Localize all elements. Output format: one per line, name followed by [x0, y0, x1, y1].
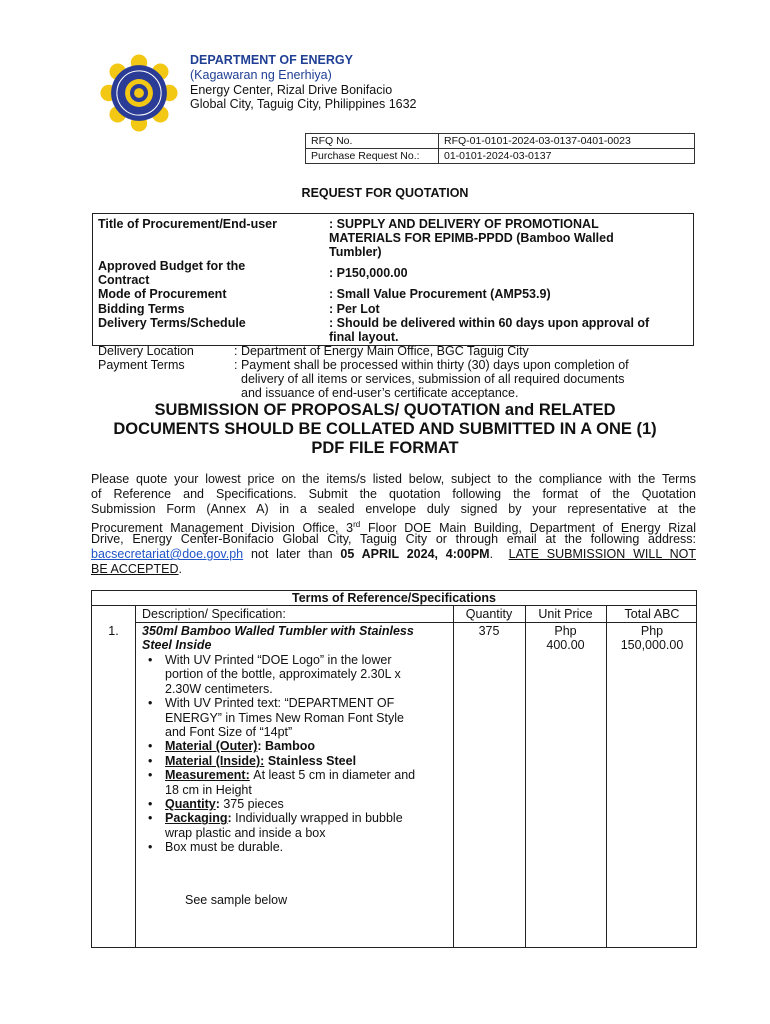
- spec-item: [142, 811, 452, 840]
- payment-terms-value-line-2: delivery of all items or services, submission of all required documents: [241, 372, 625, 386]
- instructions-line-6: [91, 547, 696, 562]
- unit-price-currency: Php: [554, 624, 577, 638]
- department-title: DEPARTMENT OF ENERGY: [190, 53, 353, 67]
- spec-separator: :: [215, 797, 224, 812]
- address-line-2: Global City, Taguig City, Philippines 1632: [190, 97, 417, 111]
- bidding-terms-label: Bidding Terms: [98, 302, 185, 316]
- spec-text: Box must be durable.: [165, 840, 284, 855]
- spec-value: 375 pieces: [223, 797, 284, 812]
- spec-key: Packaging: [165, 811, 228, 826]
- submission-heading-line-3: PDF FILE FORMAT: [311, 439, 459, 457]
- payment-terms-value-line-3: and issuance of end-user’s certificate acceptance.: [241, 386, 519, 400]
- total-abc-currency: Php: [640, 624, 664, 638]
- specification-list-container: [142, 653, 452, 855]
- spec-text: portion of the bottle, approximately 2.30L x: [165, 667, 401, 682]
- ordinal-suffix: rd: [353, 520, 361, 529]
- col-header-unit-price: Unit Price: [538, 607, 593, 621]
- submission-deadline: 05 APRIL 2024, 4:00PM: [340, 547, 490, 561]
- instructions-line-6-a: not later than: [243, 547, 341, 561]
- approved-budget-label-line-2: Contract: [98, 273, 150, 287]
- delivery-terms-value-line-2: final layout.: [329, 330, 399, 344]
- title-value-line-1: : SUPPLY AND DELIVERY OF PROMOTIONAL: [329, 217, 599, 231]
- address-line-1: Energy Center, Rizal Drive Bonifacio: [190, 83, 393, 97]
- document-title: REQUEST FOR QUOTATION: [301, 186, 469, 200]
- purchase-request-label: Purchase Request No.:: [306, 149, 439, 164]
- rfq-reference-box: [305, 133, 695, 164]
- approved-budget-value: : P150,000.00: [329, 266, 408, 280]
- bac-email-link[interactable]: bacsecretariat@doe.gov.ph: [91, 547, 244, 561]
- spec-value: Bamboo: [265, 739, 316, 754]
- spec-item: [142, 754, 452, 768]
- instructions-line-2: of Reference and Specifications. Submit the quotation following the format of the Quotation: [91, 487, 696, 501]
- title-value-line-3: Tumbler): [329, 245, 382, 259]
- specification-list: [142, 653, 452, 855]
- delivery-terms-label: Delivery Terms/Schedule: [98, 316, 246, 330]
- instructions-line-6-b: .: [489, 547, 509, 561]
- title-value-line-2: MATERIALS FOR EPIMB-PPDD (Bamboo Walled: [329, 231, 614, 245]
- rfq-no-label: RFQ No.: [306, 134, 439, 149]
- spec-text: With UV Printed “DOE Logo” in the lower: [165, 653, 392, 667]
- item-title-line-2: Steel Inside: [142, 638, 212, 652]
- mode-of-procurement-label: Mode of Procurement: [98, 287, 227, 301]
- delivery-terms-value-line-1: : Should be delivered within 60 days upon approval of: [329, 316, 650, 330]
- item-quantity: 375: [478, 624, 500, 638]
- item-title-line-1: 350ml Bamboo Walled Tumbler with Stainless: [142, 624, 414, 638]
- col-header-description: Description/ Specification:: [142, 607, 286, 621]
- spec-separator: :: [257, 739, 266, 754]
- title-of-procurement-label: Title of Procurement/End-user: [98, 217, 277, 231]
- spec-text: With UV Printed text: “DEPARTMENT OF: [165, 696, 395, 711]
- tor-title: Terms of Reference/Specifications: [291, 591, 496, 605]
- spec-key: Quantity: [165, 797, 216, 812]
- spec-value: Individually wrapped in bubble: [235, 811, 403, 826]
- doe-seal-logo-icon: [98, 52, 180, 134]
- sample-note: See sample below: [185, 893, 288, 907]
- delivery-location-value: : Department of Energy Main Office, BGC Taguig City: [234, 344, 529, 358]
- instructions-line-4-b: Floor DOE Main Building, Department of Energy Rizal: [360, 521, 696, 536]
- spec-key: Material (Inside):: [165, 753, 265, 768]
- spec-item: [142, 739, 452, 753]
- submission-heading-line-1: SUBMISSION OF PROPOSALS/ QUOTATION and RELATED: [154, 401, 616, 419]
- tor-col-divider-2: [453, 605, 454, 947]
- instructions-line-3: Submission Form (Annex A) in a sealed envelope duly signed by your representative at the: [91, 502, 696, 516]
- col-header-quantity: Quantity: [465, 607, 513, 621]
- spec-text: ENERGY” in Times New Roman Font Style: [165, 710, 404, 725]
- bidding-terms-value: : Per Lot: [329, 302, 380, 316]
- spec-separator: :: [227, 811, 236, 826]
- instructions-line-4-a: Procurement Management Division Office, 3: [91, 521, 354, 536]
- late-submission-warning-1: LATE SUBMISSION WILL NOT: [508, 547, 697, 561]
- late-submission-warning-2: BE ACCEPTED: [91, 562, 179, 576]
- payment-terms-value-line-1: : Payment shall be processed within thirty (30) days upon completion of: [234, 358, 629, 372]
- spec-text: 2.30W centimeters.: [165, 681, 273, 696]
- instructions-line-1: Please quote your lowest price on the items/s listed below, subject to the compliance with the Terms: [91, 472, 696, 486]
- terms-of-reference-table: [91, 590, 697, 948]
- submission-heading-line-2: DOCUMENTS SHOULD BE COLLATED AND SUBMITTED IN A ONE (1): [113, 420, 657, 438]
- spec-key: Material (Outer): [165, 739, 258, 754]
- approved-budget-label-line-1: Approved Budget for the: [98, 259, 246, 273]
- rfq-no-value: RFQ-01-0101-2024-03-0137-0401-0023: [439, 134, 695, 149]
- delivery-location-label: Delivery Location: [98, 344, 194, 358]
- spec-text: and Font Size of “14pt”: [165, 725, 293, 740]
- spec-item: [142, 696, 452, 739]
- spec-value-continued: wrap plastic and inside a box: [165, 825, 326, 840]
- spec-item: [142, 768, 452, 797]
- col-header-total-abc: Total ABC: [624, 607, 680, 621]
- spec-item: [142, 653, 452, 696]
- item-number: 1.: [108, 624, 119, 638]
- spec-item: [142, 797, 452, 811]
- purchase-request-value: 01-0101-2024-03-0137: [439, 149, 695, 164]
- spec-value: Stainless Steel: [267, 753, 357, 768]
- tor-header-divider: [135, 622, 696, 623]
- mode-of-procurement-value: : Small Value Procurement (AMP53.9): [329, 287, 551, 301]
- instructions-line-7: [91, 562, 696, 577]
- spec-key: Measurement:: [165, 768, 250, 783]
- payment-terms-label: Payment Terms: [98, 358, 185, 372]
- instructions-line-7-end: .: [178, 562, 183, 576]
- spec-value-continued: 18 cm in Height: [165, 782, 252, 797]
- tor-col-divider-1: [135, 605, 136, 947]
- spec-item: [142, 840, 452, 854]
- instructions-line-5: Drive, Energy Center-Bonifacio Global City, Taguig City or through email at the following address:: [91, 532, 696, 546]
- total-abc-value: 150,000.00: [620, 638, 684, 652]
- spec-value: At least 5 cm in diameter and: [253, 768, 416, 783]
- tor-col-divider-4: [606, 605, 607, 947]
- unit-price-value: 400.00: [546, 638, 585, 652]
- tor-col-divider-3: [525, 605, 526, 947]
- department-subtitle: (Kagawaran ng Enerhiya): [190, 68, 332, 82]
